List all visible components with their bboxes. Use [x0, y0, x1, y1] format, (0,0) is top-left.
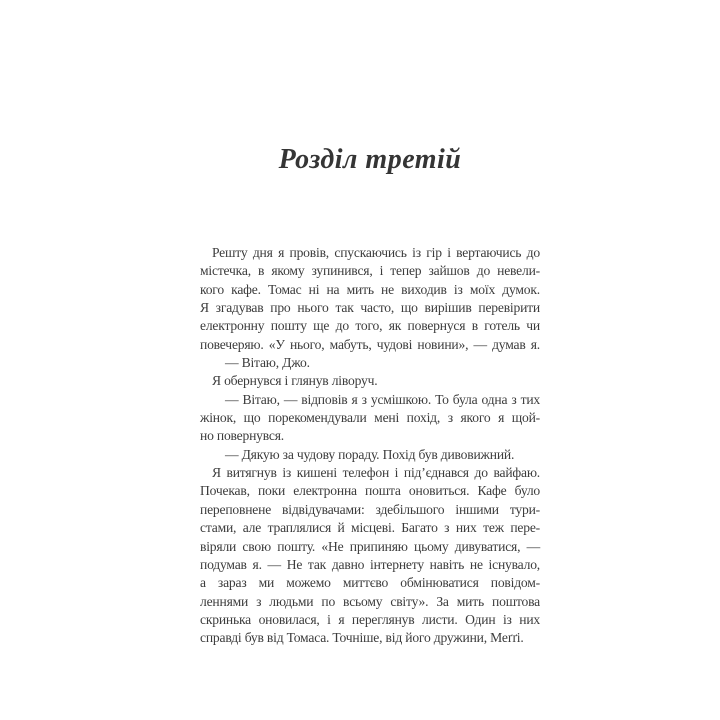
text-line: Я обернувся і глянув ліворуч.: [212, 373, 378, 389]
text-line: переповнене відвідувачами: здебільшого іншими тури-: [200, 501, 540, 517]
text-line: подумав я. — Не так давно інтернету навіть не існувало,: [200, 556, 540, 572]
text-line: жінок, що порекомендували мені похід, з якого я щой-: [200, 410, 540, 426]
text-line: но повернувся.: [200, 428, 285, 444]
text-line: кого кафе. Томас ні на мить не виходив із моїх думок.: [200, 281, 540, 297]
chapter-title: Розділ третій: [278, 144, 462, 175]
body-text-block: [200, 244, 540, 648]
text-line: — Вітаю, Джо.: [225, 355, 310, 371]
text-line: Я згадував про нього так часто, що вирішив перевірити: [200, 300, 540, 316]
text-line: повечеряю. «У нього, мабуть, чудові новини», — думав я.: [200, 336, 540, 352]
text-line: Я витягнув із кишені телефон і під’єднався до вайфаю.: [212, 465, 540, 481]
text-line: Почекав, поки електронна пошта оновиться. Кафе було: [200, 483, 540, 499]
text-line: Решту дня я провів, спускаючись із гір і вертаючись до: [212, 245, 540, 260]
text-line: а зараз ми можемо миттєво обмінюватися повідом-: [200, 575, 540, 591]
text-line: — Вітаю, — відповів я з усмішкою. То була одна з тих: [225, 391, 540, 407]
text-line: леннями з людьми по всьому світу». За мить поштова: [200, 593, 540, 609]
text-line: стами, але траплялися й місцеві. Багато з них теж пере-: [200, 520, 540, 536]
text-line: — Дякую за чудову пораду. Похід був дивовижний.: [225, 446, 515, 462]
text-line: містечка, в якому зупинився, і тепер зайшов до невели-: [200, 263, 540, 279]
text-line: скринька оновилася, і я переглянув листи. Один із них: [200, 611, 540, 627]
text-line: електронну пошту ще до того, як повернуся в готель чи: [200, 318, 540, 334]
text-line: віряли свою пошту. «Не припиняю цьому дивуватися, —: [200, 538, 540, 554]
text-line: справді був від Томаса. Точніше, від його дружини, Меґґі.: [200, 630, 524, 646]
